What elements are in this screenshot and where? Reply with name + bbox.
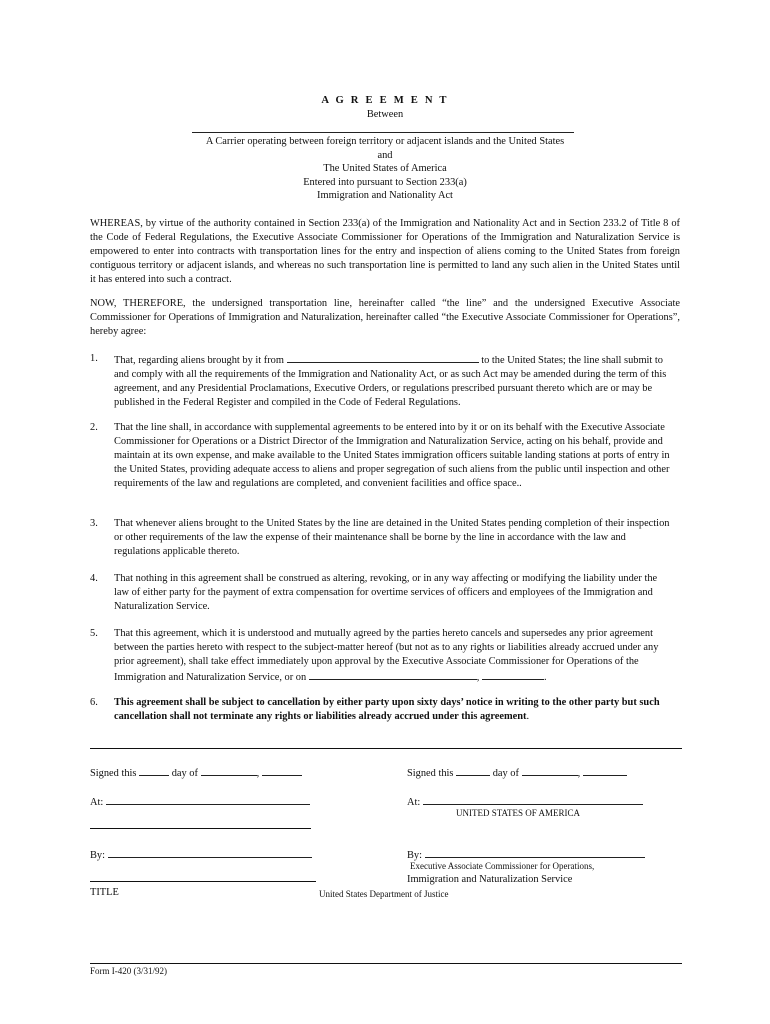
clause-number: 2.	[90, 422, 98, 433]
header-line-and: and	[377, 149, 393, 161]
header-description	[0, 135, 770, 203]
effective-year-blank[interactable]	[482, 669, 544, 680]
header-line-carrier: A Carrier operating between foreign territory or adjacent islands and the United States	[205, 136, 565, 147]
ins-label: Immigration and Naturalization Service	[407, 874, 573, 885]
at-label: At:	[90, 797, 104, 808]
by-label: By:	[90, 850, 106, 861]
header-line-act: Immigration and Nationality Act	[317, 190, 453, 201]
carrier-signature-blank[interactable]	[108, 847, 312, 858]
clause-number: 6.	[90, 697, 98, 708]
date-comma: ,	[256, 768, 260, 779]
government-signature-blank[interactable]	[425, 847, 645, 858]
clause-1-text-a: That, regarding aliens brought by it from	[114, 355, 284, 366]
document-title: A G R E E M E N T	[321, 95, 449, 106]
clause-number: 4.	[90, 573, 98, 584]
clause-6-period: .	[526, 711, 530, 722]
clause-5-text: That this agreement, which it is understood and mutually agreed by the parties hereto cancels and supersedes any prior agreement between the parties hereto with respect to the subject-matter hereof (but not as to any rights or liabilities already accrued under any prior agreement), shall take effect immediately upon approval by the Executive Associate Commissioner for Operations of the Immigration and Naturalization Service, or on	[114, 628, 659, 683]
government-location-blank[interactable]	[423, 794, 643, 805]
day-of-label: day of	[492, 768, 519, 779]
carrier-day-blank[interactable]	[139, 765, 169, 776]
at-label: At:	[407, 797, 421, 808]
effective-date-blank[interactable]	[309, 669, 477, 680]
clause-1-text-b: to the United States; the line shall submit to and comply with all the requirements of the Immigration and Nationality Act, or as such Act may be amended during the term of this agreement, and any Presidential Proclamations, Executive Orders, or regulations prescribed pursuant thereto which are or may be published in the Federal Register and compiled in the Code of Federal Regulations.	[114, 355, 667, 408]
eac-operations-label: Executive Associate Commissioner for Operations,	[410, 861, 595, 871]
carrier-location-second-line[interactable]	[90, 828, 311, 829]
clause-6-text: This agreement shall be subject to cancellation by either party upon sixty days’ notice in writing to the other party but such cancellation shall not terminate any rights or liabilities already accrued under this agreement	[114, 697, 660, 722]
by-label: By:	[407, 850, 423, 861]
clause-number: 5.	[90, 628, 98, 639]
clause-number: 3.	[90, 518, 98, 529]
signed-this-label: Signed this	[407, 768, 454, 779]
header-line-section: Entered into pursuant to Section 233(a)	[303, 176, 467, 188]
government-year-blank[interactable]	[583, 765, 627, 776]
carrier-location-blank[interactable]	[106, 794, 310, 805]
now-therefore-paragraph: NOW, THEREFORE, the undersigned transportation line, hereinafter called “the line” and the undersigned Executive Associate Commissioner for Operations of Immigration and Naturalization, hereinafter called “the Executive Associate Commissioner for Operations”, hereby agree:	[90, 298, 680, 337]
day-of-label: day of	[171, 768, 198, 779]
origin-territory-blank[interactable]	[287, 352, 479, 363]
clause-5-period: .	[544, 672, 547, 683]
clause-5-comma: ,	[476, 672, 480, 683]
carrier-signed-line	[90, 765, 302, 780]
clause-text: That the line shall, in accordance with supplemental agreements to be entered into by it or on its behalf with the Executive Associate Commissioner for Operations or a District Director of the Immigration and Naturalization Service, acting on his behalf, provide and maintain at its own expense, and make available to the United States immigration officers suitable landing stations at ports of entry in the United States, providing adequate access to aliens and proper segregation of such aliens from the public until inspection and other requirements of the law and regulations are completed, and convenient facilities and office space..	[114, 422, 670, 489]
title-label: TITLE	[90, 887, 119, 898]
form-number: Form I-420 (3/31/92)	[90, 966, 167, 976]
carrier-at-line	[90, 794, 310, 809]
footer-divider	[90, 963, 682, 964]
header-line-usa: The United States of America	[323, 163, 447, 174]
government-day-blank[interactable]	[456, 765, 490, 776]
carrier-name-blank-line	[192, 132, 574, 133]
carrier-title-line[interactable]	[90, 881, 316, 882]
carrier-year-blank[interactable]	[262, 765, 302, 776]
date-comma: ,	[577, 768, 581, 779]
government-signed-line	[407, 765, 627, 780]
clause-text	[114, 627, 670, 685]
doj-label: United States Department of Justice	[319, 889, 449, 899]
clause-number: 1.	[90, 353, 98, 364]
clause-text	[114, 696, 670, 724]
clause-text: That whenever aliens brought to the United States by the line are detained in the United States pending completion of their inspection or other requirements of the law the expense of their maintenance shall be borne by the line in accordance with the law and regulations applicable thereto.	[114, 518, 670, 557]
between-label: Between	[366, 109, 404, 120]
carrier-by-line	[90, 847, 312, 862]
government-month-blank[interactable]	[522, 765, 578, 776]
signature-divider	[90, 748, 682, 749]
usa-label: UNITED STATES OF AMERICA	[456, 808, 581, 818]
clause-text	[114, 352, 670, 410]
whereas-paragraph: WHEREAS, by virtue of the authority contained in Section 233(a) of the Immigration and Nationality Act and in Section 233.2 of Title 8 of the Code of Federal Regulations, the Executive Associate Commissioner for Operations of the Immigration and Naturalization Service is empowered to enter into contracts with transportation lines for the entry and inspection of aliens coming to the United States from foreign contiguous territory or adjacent islands, and whereas no such transportation line is permitted to land any such alien in the United States until it has entered into such a contract.	[90, 218, 680, 285]
signed-this-label: Signed this	[90, 768, 137, 779]
clause-text: That nothing in this agreement shall be construed as altering, revoking, or in any way affecting or modifying the liability under the law of either party for the payment of extra compensation for overtime services of officers and employees of the Immigration and Naturalization Service.	[114, 573, 658, 612]
carrier-month-blank[interactable]	[201, 765, 257, 776]
